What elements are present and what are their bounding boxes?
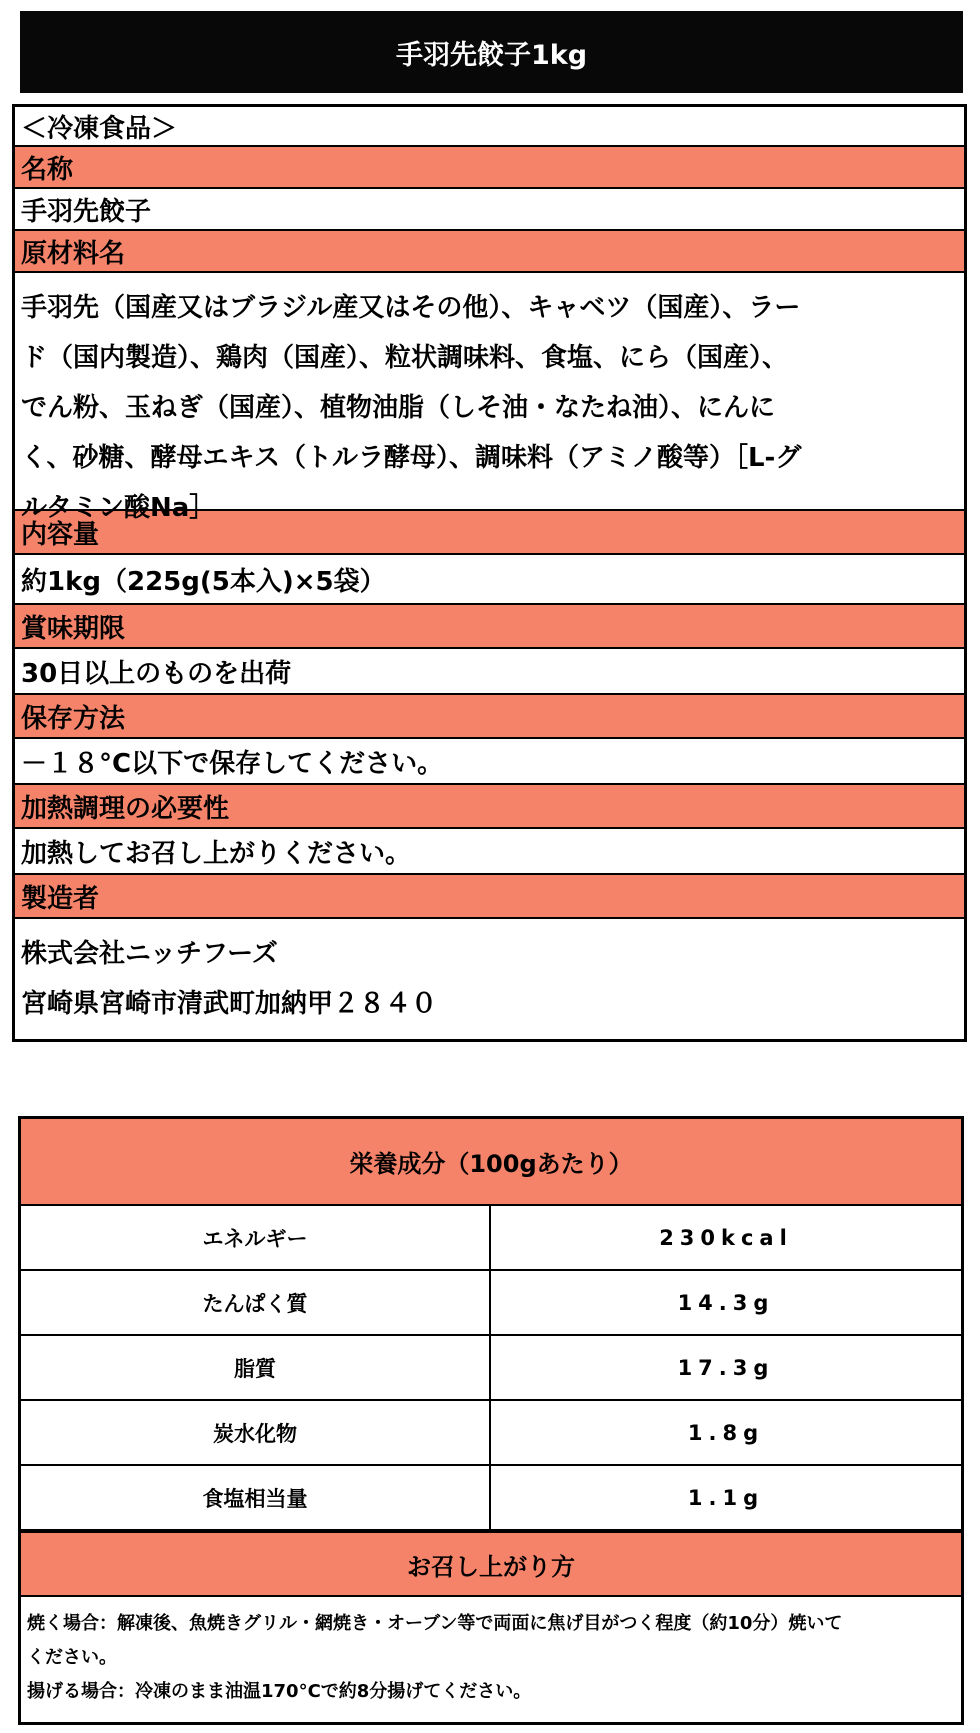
cooking-instructions (18, 1530, 964, 1725)
maker-address: 宮崎県宮崎市清武町加納甲２８４０ (21, 989, 438, 1019)
cooking-line: 揚げる場合：冷凍のまま油温170°Cで約8分揚げてください。 (27, 1681, 532, 1702)
table-row (21, 1466, 961, 1529)
name-value: 手羽先餃子 (15, 189, 964, 231)
name-heading: 名称 (15, 147, 964, 189)
nutrient-value: 230kcal (659, 1225, 793, 1250)
table-row (21, 1206, 961, 1271)
nutrient-name: 食塩相当量 (21, 1466, 491, 1529)
cooking-body (21, 1597, 961, 1719)
nutrition-table (18, 1116, 964, 1532)
heating-heading: 加熱調理の必要性 (15, 785, 964, 829)
cooking-line: 焼く場合：解凍後、魚焼きグリル・網焼き・オーブン等で両面に焦げ目がつく程度（約10分）焼いて (27, 1613, 843, 1634)
table-row (21, 1271, 961, 1336)
ingredients-line: 手羽先（国産又はブラジル産又はその他）、キャベツ（国産）、ラー (21, 293, 801, 323)
storage-heading: 保存方法 (15, 695, 964, 739)
product-title: 手羽先餃子1kg (20, 11, 963, 93)
nutrient-name: 炭水化物 (21, 1401, 491, 1464)
nutrient-value: 1.1g (687, 1485, 765, 1510)
ingredients-value (15, 273, 964, 523)
nutrition-heading: 栄養成分（100gあたり） (21, 1119, 961, 1206)
table-row (21, 1336, 961, 1401)
maker-value (15, 919, 964, 1039)
maker-name: 株式会社ニッチフーズ (21, 939, 278, 969)
nutrient-value: 17.3g (677, 1355, 775, 1380)
expiry-heading: 賞味期限 (15, 605, 964, 649)
content-heading: 内容量 (15, 511, 964, 555)
ingredients-heading: 原材料名 (15, 231, 964, 273)
cooking-heading: お召し上がり方 (21, 1533, 961, 1597)
nutrient-name: エネルギー (21, 1206, 491, 1269)
ingredients-line: ルタミン酸Na］ (21, 493, 216, 523)
table-row (21, 1401, 961, 1466)
category-row: ＜冷凍食品＞ (15, 107, 964, 147)
nutrient-value: 14.3g (677, 1290, 775, 1315)
ingredients-line: ド（国内製造）、鶏肉（国産）、粒状調味料、食塩、にら（国産）、 (21, 343, 789, 373)
expiry-value: 30日以上のものを出荷 (15, 649, 964, 695)
maker-heading: 製造者 (15, 875, 964, 919)
nutrient-name: 脂質 (21, 1336, 491, 1399)
ingredients-line: く、砂糖、酵母エキス（トルラ酵母）、調味料（アミノ酸等）［L-グ (21, 443, 802, 473)
cooking-line: ください。 (27, 1647, 117, 1668)
heating-value: 加熱してお召し上がりください。 (15, 829, 964, 875)
content-value: 約1kg（225g(5本入)×5袋） (15, 555, 964, 605)
ingredients-line: でん粉、玉ねぎ（国産）、植物油脂（しそ油・なたね油）、にんに (21, 393, 776, 423)
nutrient-value: 1.8g (687, 1420, 765, 1445)
nutrient-name: たんぱく質 (21, 1271, 491, 1334)
product-label-table (12, 104, 967, 1042)
storage-value: －１８°C以下で保存してください。 (15, 739, 964, 785)
